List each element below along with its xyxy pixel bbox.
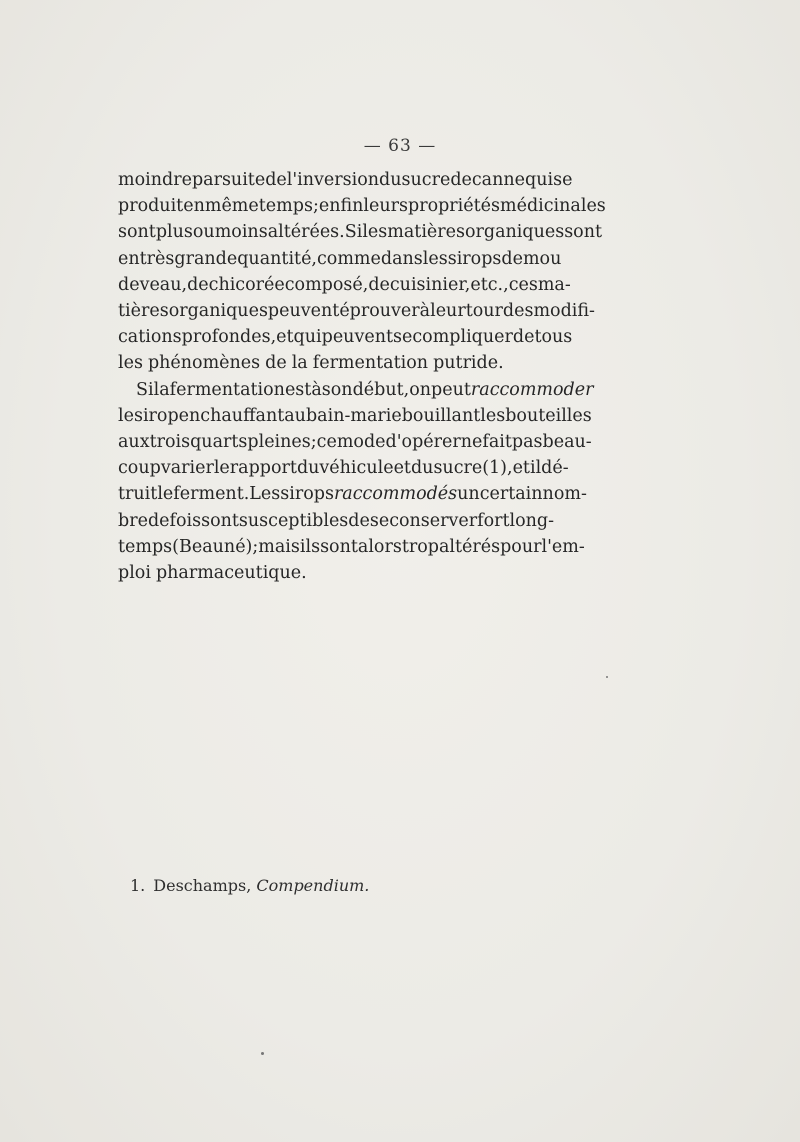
word: varier: [160, 458, 214, 479]
word: en: [183, 196, 205, 217]
word: bouillant: [401, 405, 481, 426]
word: peuvent: [321, 327, 394, 348]
word: fois: [169, 510, 202, 531]
word: de: [187, 274, 209, 295]
word: on: [409, 379, 432, 400]
word: organiques: [168, 301, 268, 322]
word: grande: [174, 248, 238, 269]
word: canne: [471, 170, 526, 190]
word: Si: [344, 222, 363, 243]
word: éprouver: [339, 301, 420, 322]
word: sirops: [447, 248, 502, 269]
word: le: [157, 484, 174, 505]
word: tour: [465, 301, 503, 322]
word: fermentation: [169, 379, 285, 400]
footnote-work: Compendium.: [256, 876, 370, 895]
word: et: [393, 458, 411, 479]
word: plus: [155, 222, 193, 243]
word: alors: [357, 536, 402, 557]
paper-speck: [261, 1052, 264, 1055]
word: suite: [221, 170, 266, 190]
word: beau-: [542, 432, 592, 453]
word: trop: [401, 536, 439, 557]
word: très: [139, 248, 175, 269]
word: bouteilles: [505, 405, 592, 426]
word: de: [512, 327, 535, 348]
word: aux: [118, 432, 150, 453]
footnote-author: Deschamps,: [153, 876, 252, 895]
word: coup: [118, 458, 161, 479]
word: altérés: [438, 536, 501, 557]
word: de: [265, 353, 287, 374]
word: long-: [509, 510, 555, 531]
text-line: [118, 481, 587, 507]
word: et: [276, 327, 294, 348]
word: conserver: [389, 510, 478, 531]
word: chauffant: [200, 405, 285, 426]
footnote: [130, 876, 369, 895]
word: truit: [118, 484, 158, 505]
word: les: [362, 222, 388, 243]
word: du: [296, 458, 320, 479]
word: cuisinier,: [389, 274, 471, 295]
word: véhicule: [319, 458, 394, 479]
word: nom-: [542, 484, 587, 505]
word: la: [153, 379, 170, 400]
word: mou: [522, 248, 562, 269]
text-line: [118, 350, 540, 376]
body-text: [118, 167, 606, 586]
word: etc.,: [470, 274, 509, 295]
word: se: [393, 327, 413, 348]
word: mais: [258, 536, 300, 557]
word: trois: [149, 432, 191, 453]
word: ou: [192, 222, 215, 243]
word: les: [422, 248, 448, 269]
word: par: [191, 170, 222, 190]
word: de: [348, 510, 370, 531]
text-line: [118, 219, 603, 245]
word: médicinales: [500, 196, 606, 217]
word: moindre: [118, 170, 192, 190]
word: fait: [482, 432, 512, 453]
text-line: [118, 324, 573, 350]
word: cations: [118, 327, 182, 348]
word: peuvent: [267, 301, 340, 322]
word: ploi: [118, 563, 151, 584]
word: pharmaceutique.: [155, 563, 307, 584]
word: sont: [564, 222, 603, 243]
text-line: [118, 272, 571, 298]
word: sucre: [433, 458, 483, 479]
word: matières: [387, 222, 465, 243]
word: de: [450, 170, 472, 190]
page-number: — 63 —: [363, 136, 437, 156]
word: du: [379, 170, 402, 190]
text-line: [118, 534, 585, 560]
word: le: [118, 405, 134, 426]
word: certain: [479, 484, 543, 505]
word: son: [321, 379, 353, 400]
word: enfin: [318, 196, 364, 217]
word: fermentation: [312, 353, 429, 374]
word: bre: [118, 510, 148, 531]
word: mode: [336, 432, 386, 453]
text-line: [118, 167, 573, 193]
word: à: [311, 379, 322, 400]
word: leurs: [363, 196, 408, 217]
word: organiques: [464, 222, 565, 243]
word: sont: [201, 510, 239, 531]
word: susceptibles: [238, 510, 349, 531]
word: ce: [316, 432, 337, 453]
text-line: [118, 403, 592, 429]
footnote-number: 1.: [130, 876, 146, 895]
word: Les: [249, 484, 281, 505]
word: de: [368, 274, 390, 295]
text-line: [118, 377, 594, 403]
word: début,: [352, 379, 410, 400]
word: moins: [214, 222, 268, 243]
word: en: [178, 405, 201, 426]
word: le: [213, 458, 230, 479]
word: ils: [299, 536, 321, 557]
word: peut: [431, 379, 471, 400]
word: des: [502, 301, 534, 322]
text-line: [118, 429, 592, 455]
word: pleines;: [247, 432, 317, 453]
word: temps: [258, 196, 313, 217]
word: altérées.: [267, 222, 345, 243]
word: au: [284, 405, 306, 426]
word: tous: [534, 327, 573, 348]
word: l'em-: [541, 536, 585, 557]
word: en: [118, 248, 140, 269]
word: et: [512, 458, 530, 479]
word: putride.: [433, 353, 504, 374]
word: sucre: [401, 170, 451, 190]
word: d'opérer: [385, 432, 461, 453]
word: il: [529, 458, 542, 479]
word: pour: [500, 536, 542, 557]
word: les: [118, 353, 143, 374]
text-line: [118, 298, 595, 324]
word: de: [265, 170, 287, 190]
word: raccommodés: [333, 484, 458, 505]
word: fort: [477, 510, 510, 531]
word: dé-: [541, 458, 569, 479]
word: veau,: [139, 274, 188, 295]
word: de: [501, 248, 523, 269]
word: leur: [430, 301, 466, 322]
word: se: [553, 170, 573, 190]
word: ;: [312, 196, 319, 217]
word: Si: [136, 379, 154, 400]
text-line: [118, 508, 555, 534]
word: phénomènes: [147, 353, 261, 374]
word: comme: [317, 248, 381, 269]
word: qui: [525, 170, 554, 190]
text-line: [118, 455, 569, 481]
paper-speck: [606, 676, 608, 678]
word: de: [147, 510, 170, 531]
word: (Beauné);: [172, 536, 259, 557]
word: temps: [118, 536, 173, 557]
word: modifi-: [533, 301, 595, 322]
word: ferment.: [173, 484, 250, 505]
text-line: [118, 193, 606, 219]
word: du: [410, 458, 434, 479]
word: produit: [118, 196, 184, 217]
word: quantité,: [237, 248, 317, 269]
word: propriétés: [408, 196, 500, 217]
word: sont: [320, 536, 358, 557]
word: sirop: [133, 405, 179, 426]
text-line: [118, 246, 562, 272]
word: chicorée: [208, 274, 285, 295]
word: l'inversion: [286, 170, 380, 190]
word: quarts: [190, 432, 248, 453]
word: dans: [380, 248, 423, 269]
word: qui: [293, 327, 322, 348]
word: rapport: [229, 458, 297, 479]
word: un: [457, 484, 480, 505]
word: ma-: [537, 274, 571, 295]
word: est: [284, 379, 312, 400]
word: tières: [118, 301, 169, 322]
word: raccommoder: [470, 379, 594, 400]
word: à: [419, 301, 431, 322]
word: sirops: [280, 484, 334, 505]
text-line: [118, 560, 540, 586]
word: composé,: [284, 274, 369, 295]
word: (1),: [482, 458, 513, 479]
word: se: [369, 510, 390, 531]
word: pas: [511, 432, 543, 453]
word: compliquer: [412, 327, 513, 348]
word: profondes,: [181, 327, 277, 348]
word: bain-marie: [305, 405, 402, 426]
word: de: [118, 274, 140, 295]
word: sont: [118, 222, 156, 243]
word: les: [480, 405, 506, 426]
word: la: [291, 353, 308, 374]
word: ne: [460, 432, 483, 453]
word: même: [204, 196, 259, 217]
word: ces: [508, 274, 538, 295]
